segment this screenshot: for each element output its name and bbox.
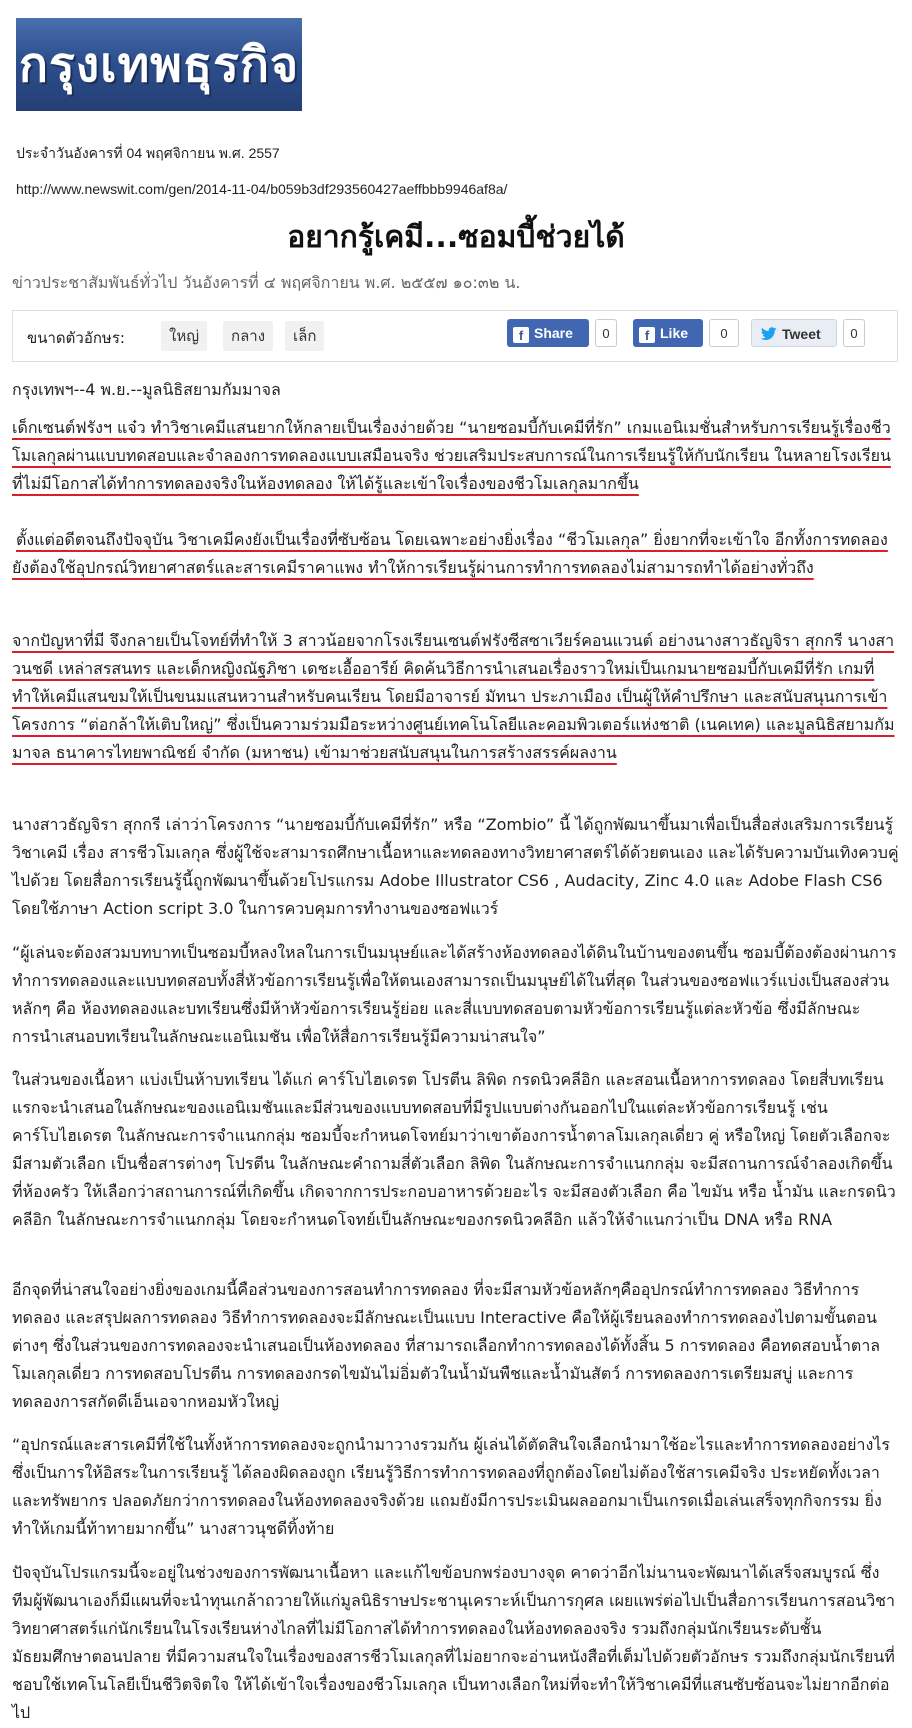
tweet-label: Tweet <box>782 326 821 342</box>
font-size-label: ขนาดตัวอักษร: <box>27 329 125 347</box>
article-paragraph: ในส่วนของเนื้อหา แบ่งเป็นห้าบทเรียน ได้แก่ คาร์โบไฮเดรต โปรตีน ลิพิด กรดนิวคลีอิก และสอนเนื้อหาการทดลอง โดยสี่บทเรียนแรกจะนำเสนอในลักษณะของแอนิเมชันและมีส่วนของแบบทดสอบที่มีรูปแบบต่างกันออกไปในแต่ละหัวข้อการเรียนรู้ เช่น คาร์โบไฮเดรต ในลักษณะการจำแนกกลุ่ม ซอมบี้จะกำหนดโจทย์มาว่าเขาต้องการน้ำตาลโมเลกุลเดี่ยว คู่ หรือใหญ่ โดยตัวเลือกจะมีสามตัวเลือก เป็นชื่อสารต่างๆ โปรตีน ในลักษณะคำถามสี่ตัวเลือก ลิพิด ในลักษณะการจำแนกกลุ่ม จะมีสถานการณ์จำลองเกิดขึ้นที่ห้องครัว ให้เลือกว่าสถานการณ์ที่เกิดขึ้น เกิดจากการประกอบอาหารด้วยอะไร จะมีสองตัวเลือก คือ ไขมัน หรือ น้ำมัน และกรดนิวคลีอิก ในลักษณะการจำแนกกลุ่ม โดยจะกำหนดโจทย์เป็นลักษณะของกรดนิวคลีอิก แล้วให้จำแนกว่าเป็น DNA หรือ RNA <box>12 1070 896 1229</box>
press-release-line: ข่าวประชาสัมพันธ์ทั่วไป วันอังคารที่ ๔ พฤศจิกายน พ.ศ. ๒๕๕๗ ๑๐:๓๒ น. <box>12 273 521 292</box>
font-size-small-button[interactable]: เล็ก <box>285 321 324 351</box>
article-title: อยากรู้เคมี...ซอมบี้ช่วยได้ <box>287 220 625 255</box>
facebook-like-count: 0 <box>709 319 739 347</box>
article-paragraph: จากปัญหาที่มี จึงกลายเป็นโจทย์ที่ทำให้ 3 สาวน้อยจากโรงเรียนเซนต์ฟรังซีสซาเวียร์คอนแวนต์ อย่างนางสาวธัญจิรา สุกกรี นางสาวนชดี เหล่าสรสนทร และเด็กหญิงณัฐภิชา เดชะเอื้ออารีย์ คิดค้นวิธีการนำเสนอเรื่องราวใหม่เป็นเกมนายซอมบี้กับเคมีที่รัก เกมที่ทำให้เคมีแสนขมให้เป็นขนมแสนหวานสำหรับคนเรียน โดยมีอาจารย์ มัทนา ประภาเมือง เป็นผู้ให้คำปรึกษา และสนับสนุนการเข้าโครงการ “ต่อกล้าให้เติบใหญ่” ซึ่งเป็นความร่วมมือระหว่างศูนย์เทคโนโลยีและคอมพิวเตอร์แห่งชาติ (เนคเทค) และมูลนิธิสยามกัมมาจล ธนาคารไทยพาณิชย์ จำกัด (มหาชน) เข้ามาช่วยสนับสนุนในการสร้างสรรค์ผลงาน <box>12 631 895 762</box>
twitter-bird-icon <box>760 327 778 341</box>
article-dateline: กรุงเทพฯ--4 พ.ย.--มูลนิธิสยามกัมมาจล <box>12 380 281 399</box>
article-paragraph: ตั้งแต่อดีตจนถึงปัจจุบัน วิชาเคมีคงยังเป็นเรื่องที่ซับซ้อน โดยเฉพาะอย่างยิ่งเรื่อง “ชีวโมเลกุล” ยิ่งยากที่จะเข้าใจ อีกทั้งการทดลองยังต้องใช้อุปกรณ์วิทยาศาสตร์และสารเคมีราคาแพง ทำให้การเรียนรู้ผ่านการทำการทดลองไม่สามารถทำได้อย่างทั่วถึง <box>12 530 888 577</box>
article-paragraph: “อุปกรณ์และสารเคมีที่ใช้ในทั้งห้าการทดลองจะถูกนำมาวางรวมกัน ผู้เล่นได้ตัดสินใจเลือกนำมาใช้อะไรและทำการทดลองอย่างไร ซึ่งเป็นการให้อิสระในการเรียนรู้ ได้ลองผิดลองถูก เรียนรู้วิธีการทำการทดลองที่ถูกต้องโดยไม่ต้องใช้สารเคมีจริง ประหยัดทั้งเวลา และทรัพยากร ปลอดภัยกว่าการทดลองในห้องทดลองจริงด้วย แถมยังมีการประเมินผลออกมาเป็นเกรดเมื่อเล่นเสร็จทุกกิจกรรม ยิ่งทำให้เกมนี้ท้าทายมากขึ้น” นางสาวนุชดีทิ้งท้าย <box>12 1435 890 1538</box>
font-size-large-button[interactable]: ใหญ่ <box>161 321 207 351</box>
font-size-medium-button[interactable]: กลาง <box>223 321 273 351</box>
facebook-share-label: Share <box>534 325 573 341</box>
article-paragraph: นางสาวธัญจิรา สุกกรี เล่าว่าโครงการ “นายซอมบี้กับเคมีที่รัก” หรือ “Zombio” นี้ ได้ถูกพัฒนาขึ้นมาเพื่อเป็นสื่อส่งเสริมการเรียนรู้วิชาเคมี เรื่อง สารชีวโมเลกุล ซึ่งผู้ใช้จะสามารถศึกษาเนื้อหาและทดลองทางวิทยาศาสตร์ได้ด้วยตนเอง และได้รับความบันเทิงควบคู่ไปด้วย โดยสื่อการเรียนรู้นี้ถูกพัฒนาขึ้นด้วยโปรแกรม Adobe Illustrator CS6 , Audacity, Zinc 4.0 และ Adobe Flash CS6 โดยใช้ภาษา Action script 3.0 ในการควบคุมการทำงานของซอฟแวร์ <box>12 815 899 918</box>
facebook-share-count: 0 <box>595 319 617 347</box>
facebook-like-label: Like <box>660 325 689 341</box>
newspaper-logo <box>16 18 302 111</box>
article-paragraph: อีกจุดที่น่าสนใจอย่างยิ่งของเกมนี้คือส่วนของการสอนทำการทดลอง ที่จะมีสามหัวข้อหลักๆคืออุปกรณ์ทำการทดลอง วิธีทำการทดลอง และสรุปผลการทดลอง วิธีทำการทดลองจะมีลักษณะเป็นแบบ Interactive คือให้ผู้เรียนลองทำการทดลองไปตามขั้นตอนต่างๆ ซึ่งในส่วนของการทดลองจะนำเสนอเป็นห้องทดลอง ที่สามารถเลือกทำการทดลองได้ทั้งสิ้น 5 การทดลอง คือทดสอบน้ำตาลโมเลกุลเดี่ยว การทดสอบโปรตีน การทดลองกรดไขมันไม่อิ่มตัวในน้ำมันพืชและน้ำมันสัตว์ การทดลองการเตรียมสบู่ และการทดลองการสกัดดีเอ็นเอจากหอมหัวใหญ่ <box>12 1280 881 1411</box>
tweet-button[interactable] <box>751 319 837 347</box>
article-paragraph: ปัจจุบันโปรแกรมนี้จะอยู่ในช่วงของการพัฒนาเนื้อหา และแก้ไขข้อบกพร่องบางจุด คาดว่าอีกไม่นานจะพัฒนาได้เสร็จสมบูรณ์ ซึ่งทีมผู้พัฒนาเองก็มีแผนที่จะนำทุนเกล้าถวายให้แก่มูลนิธิราษประชานุเคราะห์เป็นการกุศล เผยแพร่ต่อไปเป็นสื่อการเรียนการสอนวิชาวิทยาศาสตร์แก่นักเรียนในโรงเรียนห่างไกลที่ไม่มีโอกาสได้ทำการทดลองในห้องทดลองจริง รวมถึงกลุ่มนักเรียนระดับชั้นมัธยมศึกษาตอนปลาย ที่มีความสนใจในเรื่องของสารชีวโมเลกุลที่ไม่อยากจะอ่านหนังสือที่เต็มไปด้วยตัวอักษร รวมถึงกลุ่มนักเรียนที่ชอบใช้เทคโนโลยีเป็นชีวิตจิตใจ ให้ได้เข้าใจเรื่องของชีวโมเลกุล เป็นทางเลือกใหม่ที่จะทำให้วิชาเคมีที่แสนซับซ้อนจะไม่ยากอีกต่อไป <box>12 1563 896 1722</box>
article-paragraph: เด็กเซนต์ฟรังฯ แจ๋ว ทำวิชาเคมีแสนยากให้กลายเป็นเรื่องง่ายด้วย “นายซอมบี้กับเคมีที่รัก” เกมแอนิเมชั่นสำหรับการเรียนรู้เรื่องชีวโมเลกุลผ่านแบบทดสอบและจำลองการทดลองแบบเสมือนจริง ช่วยเสริมประสบการณ์ในการเรียนรู้ให้กับนักเรียน ในหลายโรงเรียนที่ไม่มีโอกาสได้ทำการทดลองจริงในห้องทดลอง ให้ได้รู้และเข้าใจเรื่องของชีวโมเลกุลมากขึ้น <box>12 418 891 493</box>
facebook-like-button[interactable] <box>633 319 703 347</box>
facebook-share-button[interactable] <box>507 319 589 347</box>
article-paragraph: “ผู้เล่นจะต้องสวมบทบาทเป็นซอมบี้หลงใหลในการเป็นมนุษย์และได้สร้างห้องทดลองได้ดินในบ้านของตนขึ้น ซอมบี้ต้องต้องผ่านการทำการทดลองและแบบทดสอบทั้งสี่หัวข้อการเรียนรู้เพื่อให้ตนเองสามารถเป็นมนุษย์ได้ในที่สุด ในส่วนของซอฟแวร์แบ่งเป็นสองส่วนหลักๆ คือ ห้องทดลองและบทเรียนซึ่งมีห้าหัวข้อการเรียนรู้ย่อย และสี่แบบทดสอบตามหัวข้อการเรียนรู้แต่ละหัวข้อ ซึ่งมีลักษณะการนำเสนอบทเรียนในลักษณะแอนิเมชัน เพื่อให้สื่อการเรียนรู้มีความน่าสนใจ” <box>12 943 897 1046</box>
print-date: ประจำวันอังคารที่ 04 พฤศจิกายน พ.ศ. 2557 <box>16 145 280 161</box>
source-url: http://www.newswit.com/gen/2014-11-04/b059b3df293560427aeffbbb9946af8a/ <box>16 181 508 197</box>
article-toolbar <box>12 310 898 362</box>
tweet-count: 0 <box>843 319 865 347</box>
logo-text: กรุงเทพธุรกิจ <box>18 36 300 93</box>
facebook-icon: f <box>513 327 529 343</box>
facebook-icon: f <box>639 327 655 343</box>
